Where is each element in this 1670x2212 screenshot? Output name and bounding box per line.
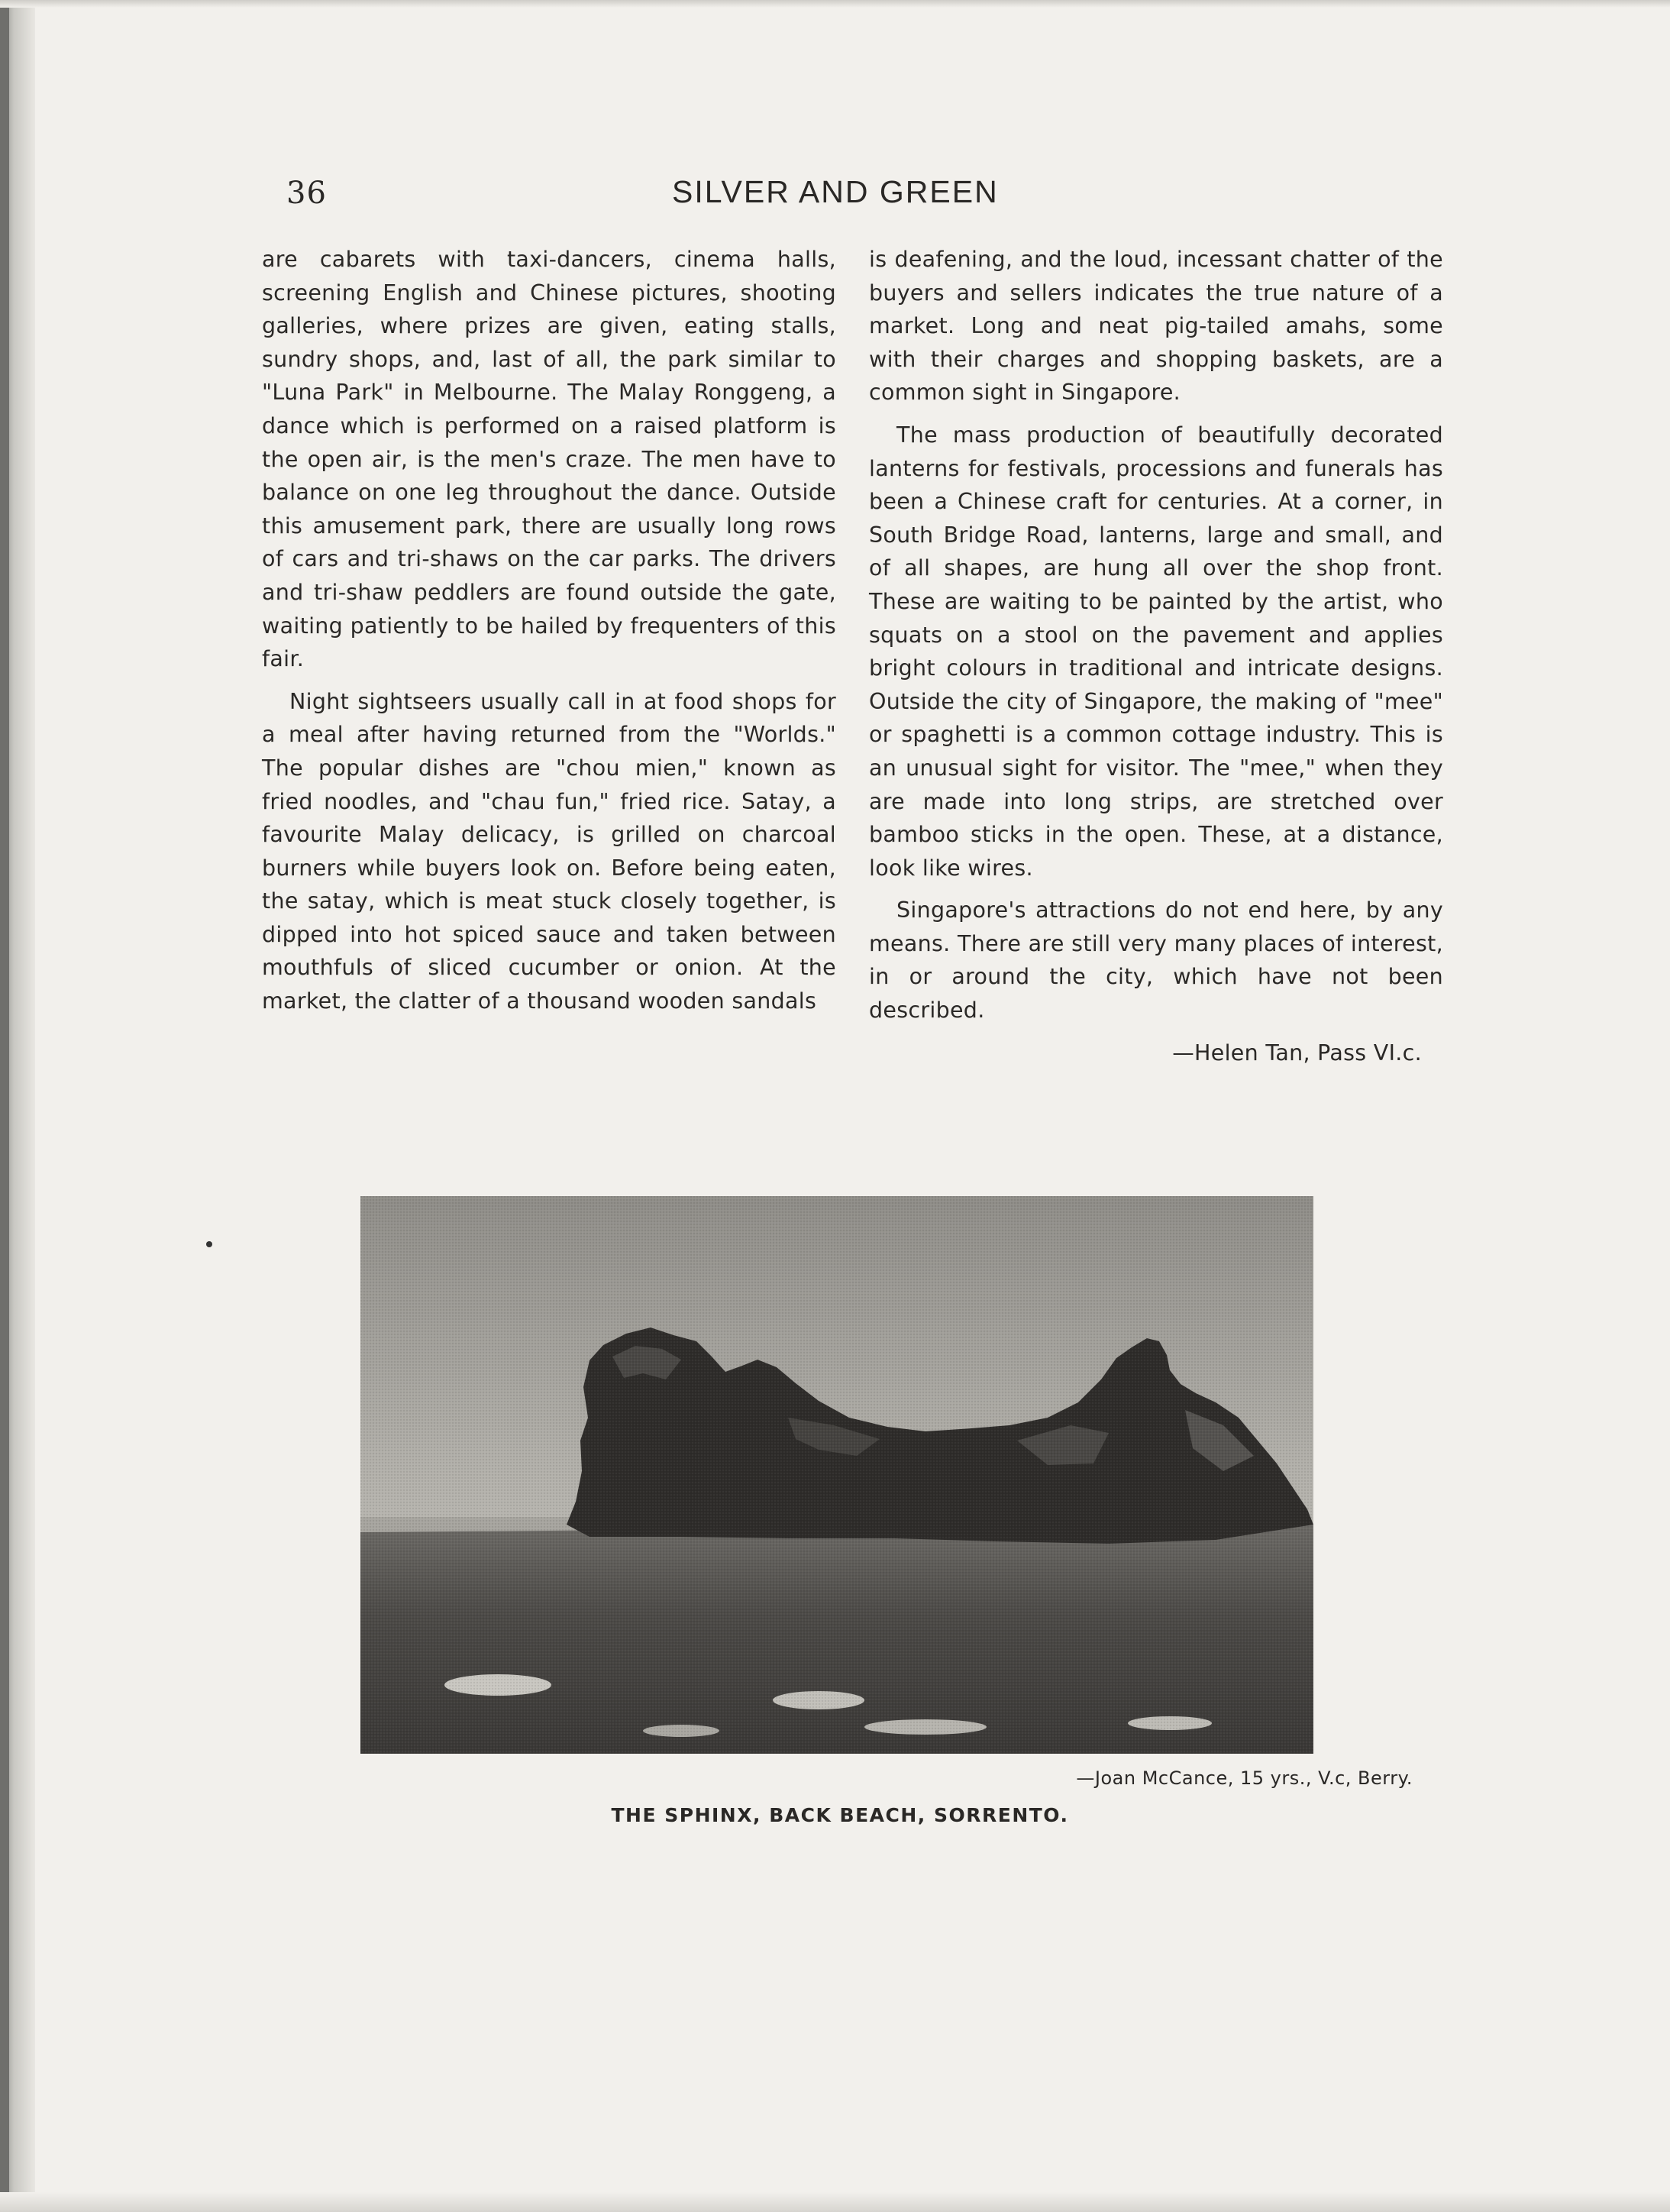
author-signature: —Helen Tan, Pass VI.c. — [1172, 1040, 1422, 1066]
top-edge — [0, 0, 1670, 8]
sphinx-photograph — [360, 1196, 1313, 1754]
left-column — [262, 243, 836, 1027]
right-column — [869, 243, 1443, 1069]
paragraph: Singapore's attractions do not end here, by any means. There are still very many places of interest, in or around the city, which have not been described. — [869, 897, 1443, 1024]
binding-shadow — [0, 0, 9, 2212]
paragraph: are cabarets with taxi-dancers, cinema halls, screening English and Chinese pictures, shooting galleries, where prizes are given, eating stalls, sundry shops, and, last of all, the park similar to "Luna Park" in Melbourne. The Malay Ronggeng, a dance which is performed on a raised platform is the open air, is the men's craze. The men have to balance on one leg throughout the dance. Outside this amusement park, there are usually long rows of cars and tri-shaws on the car parks. The drivers and tri-shaw peddlers are found outside the gate, waiting patiently to be hailed by frequenters of this fair. — [262, 247, 836, 672]
paragraph: The mass production of beautifully decorated lanterns for festivals, processions and funerals has been a Chinese craft for centuries. At a corner, in South Bridge Road, lanterns, large and small, and of all shapes, are hung all over the shop front. These are waiting to be painted by the artist, who squats on a stool on the pavement and applies bright colours in traditional and intricate designs. Outside the city of Singapore, the making of "mee" or spaghetti is a common cottage industry. This is an unusual sight for visitor. The "mee," when they are made into long strips, are stretched over bamboo sticks in the open. These, at a distance, look like wires. — [869, 422, 1443, 881]
photo-credit: —Joan McCance, 15 yrs., V.c, Berry. — [1076, 1767, 1413, 1789]
paragraph: Night sightseers usually call in at food shops for a meal after having returned from the "Worlds." The popular dishes are "chou mien," known as fried noodles, and "chau fun," fried rice. Satay, a favourite Malay delicacy, is grilled on charcoal burners while buyers look on. Before being eaten, the satay, which is meat stuck closely together, is dipped into hot spiced sauce and taken between mouthfuls of sliced cucumber or onion. At the market, the clatter of a thousand wooden sandals — [262, 688, 836, 1014]
running-title: SILVER AND GREEN — [672, 174, 999, 209]
photo-illustration — [360, 1196, 1313, 1754]
page-number: 36 — [286, 176, 327, 211]
bottom-edge — [0, 2192, 1670, 2212]
photo-caption: THE SPHINX, BACK BEACH, SORRENTO. — [611, 1804, 1069, 1826]
print-speck — [206, 1241, 212, 1247]
paragraph: is deafening, and the loud, incessant chatter of the buyers and sellers indicates the true nature of a market. Long and neat pig-tailed amahs, some with their charges and shopping baskets, are a common sight in Singapore. — [869, 247, 1443, 406]
